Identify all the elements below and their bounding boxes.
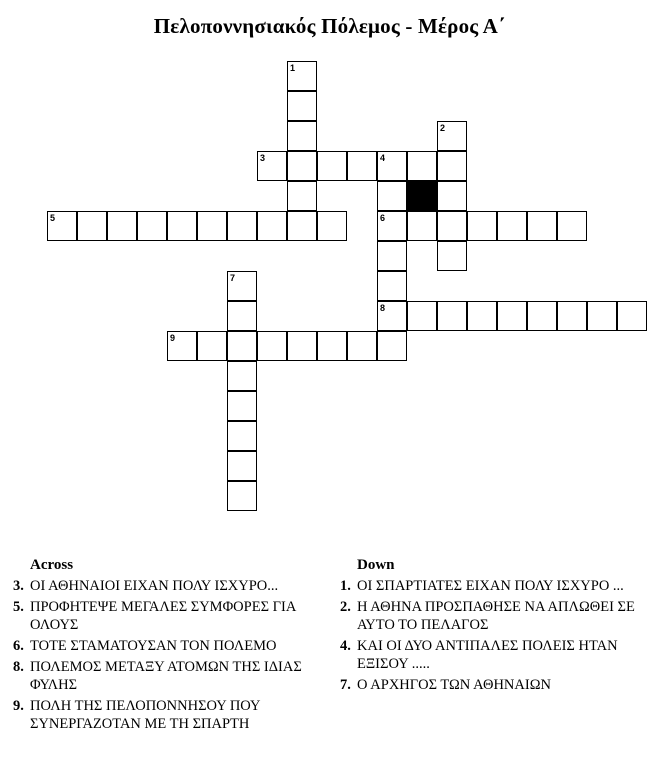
grid-cell[interactable] [287,121,317,151]
clue-number: 2. [340,599,351,615]
clue-text: ΟΙ ΣΠΑΡΤΙΑΤΕΣ ΕΙΧΑΝ ΠΟΛΥ ΙΣΧΥΡΟ ... [357,578,624,594]
grid-cell[interactable] [527,211,557,241]
grid-cell[interactable] [287,61,317,91]
clue-number: 4. [340,638,351,654]
grid-cell[interactable] [227,331,257,361]
down-heading: Down [357,557,395,573]
grid-cell[interactable] [227,421,257,451]
grid-cell[interactable] [287,331,317,361]
grid-cell[interactable] [317,211,347,241]
grid-cell[interactable] [287,151,317,181]
clue-number: 5. [13,599,24,615]
clue-number: 3. [13,578,24,594]
grid-cell[interactable] [377,241,407,271]
across-clue [13,637,313,655]
grid-cell[interactable] [257,211,287,241]
clue-text: Η ΑΘΗΝΑ ΠΡΟΣΠΑΘΗΣΕ ΝΑ ΑΠΛΩΘΕΙ ΣΕ ΑΥΤΟ ΤΟ ΠΕΛΑΓΟΣ [357,599,635,633]
grid-cell[interactable] [437,301,467,331]
grid-cell[interactable] [377,331,407,361]
clue-text: ΤΟΤΕ ΣΤΑΜΑΤΟΥΣΑΝ ΤΟΝ ΠΟΛΕΜΟ [30,638,277,654]
grid-cell[interactable] [227,451,257,481]
grid-cell[interactable] [617,301,647,331]
across-clue [13,577,313,595]
grid-cell[interactable] [227,481,257,511]
down-clue [340,676,645,694]
cell-number: 6 [380,213,386,223]
clue-number: 8. [13,659,24,675]
grid-cell[interactable] [347,151,377,181]
across-clue [13,658,313,694]
grid-cell[interactable] [437,211,467,241]
grid-cell[interactable] [437,121,467,151]
cell-number: 9 [170,333,176,343]
down-clue-list [340,577,645,697]
grid-cell[interactable] [467,211,497,241]
down-clue [340,577,645,595]
grid-cell[interactable] [377,151,407,181]
clue-text: ΚΑΙ ΟΙ ΔΥΟ ΑΝΤΙΠΑΛΕΣ ΠΟΛΕΙΣ ΗΤΑΝ ΕΞΙΣΟΥ ..... [357,638,618,672]
across-clue-list [13,577,313,736]
grid-cell[interactable] [377,301,407,331]
clue-text: Ο ΑΡΧΗΓΟΣ ΤΩΝ ΑΘΗΝΑΙΩΝ [357,677,551,693]
grid-cell[interactable] [227,211,257,241]
grid-cell[interactable] [287,181,317,211]
down-clue [340,637,645,673]
across-clue [13,697,313,733]
clue-text: ΟΙ ΑΘΗΝΑΙΟΙ ΕΙΧΑΝ ΠΟΛΥ ΙΣΧΥΡΟ... [30,578,279,594]
grid-cell[interactable] [497,301,527,331]
grid-cell[interactable] [197,331,227,361]
grid-cell[interactable] [287,211,317,241]
clue-number: 1. [340,578,351,594]
grid-block [407,181,437,211]
grid-cell[interactable] [227,361,257,391]
grid-cell[interactable] [407,211,437,241]
grid-cell[interactable] [437,241,467,271]
grid-cell[interactable] [317,151,347,181]
cell-number: 5 [50,213,56,223]
grid-cell[interactable] [137,211,167,241]
clue-text: ΠΟΛΗ ΤΗΣ ΠΕΛΟΠΟΝΝΗΣΟΥ ΠΟΥ ΣΥΝΕΡΓΑΖΟΤΑΝ ΜΕ ΤΗ ΣΠΑΡΤΗ [30,698,260,732]
grid-cell[interactable] [557,301,587,331]
grid-cell[interactable] [317,331,347,361]
grid-cell[interactable] [377,181,407,211]
grid-cell[interactable] [347,331,377,361]
grid-cell[interactable] [437,151,467,181]
grid-cell[interactable] [287,91,317,121]
grid-cell[interactable] [437,181,467,211]
clue-text: ΠΟΛΕΜΟΣ ΜΕΤΑΞΥ ΑΤΟΜΩΝ ΤΗΣ ΙΔΙΑΣ ΦΥΛΗΣ [30,659,302,693]
grid-cell[interactable] [407,301,437,331]
down-clue [340,598,645,634]
cell-number: 3 [260,153,266,163]
grid-cell[interactable] [407,151,437,181]
grid-cell[interactable] [257,331,287,361]
cell-number: 8 [380,303,386,313]
grid-cell[interactable] [497,211,527,241]
grid-cell[interactable] [47,211,77,241]
grid-cell[interactable] [227,391,257,421]
clue-number: 6. [13,638,24,654]
clue-text: ΠΡΟΦΗΤΕΨΕ ΜΕΓΑΛΕΣ ΣΥΜΦΟΡΕΣ ΓΙΑ ΟΛΟΥΣ [30,599,296,633]
grid-cell[interactable] [557,211,587,241]
across-heading: Across [30,557,74,573]
grid-cell[interactable] [167,211,197,241]
grid-cell[interactable] [467,301,497,331]
clue-number: 7. [340,677,351,693]
grid-cell[interactable] [227,301,257,331]
cell-number: 1 [290,63,296,73]
cell-number: 2 [440,123,446,133]
grid-cell[interactable] [587,301,617,331]
grid-cell[interactable] [227,271,257,301]
cell-number: 4 [380,153,386,163]
grid-cell[interactable] [107,211,137,241]
across-clue [13,598,313,634]
grid-cell[interactable] [167,331,197,361]
cell-number: 7 [230,273,236,283]
grid-cell[interactable] [377,211,407,241]
grid-cell[interactable] [257,151,287,181]
grid-cell[interactable] [377,271,407,301]
grid-cell[interactable] [527,301,557,331]
clue-number: 9. [13,698,24,714]
grid-cell[interactable] [77,211,107,241]
grid-cell[interactable] [197,211,227,241]
puzzle-title: Πελοποννησιακός Πόλεμος - Μέρος Α΄ [153,14,506,38]
